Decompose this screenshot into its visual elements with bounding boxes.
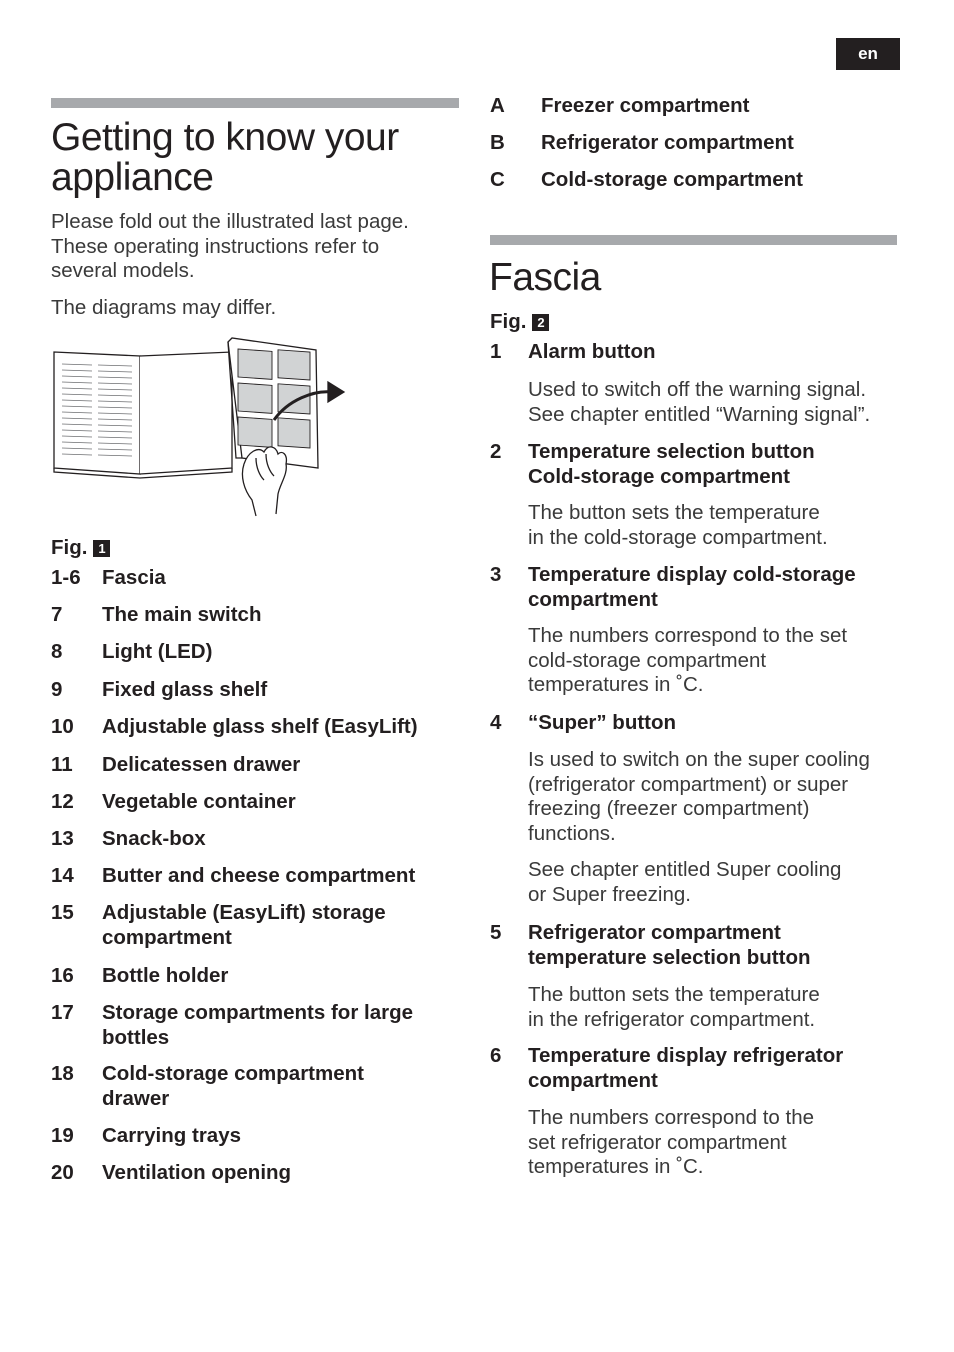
list-item xyxy=(51,1062,451,1111)
item-label-line: Temperature selection button xyxy=(528,440,815,463)
item-number: 12 xyxy=(51,790,74,813)
item-letter: B xyxy=(490,131,505,154)
item-label xyxy=(102,603,261,628)
item-description xyxy=(528,1106,908,1180)
item-label xyxy=(102,901,386,950)
description-line: The button sets the temperature xyxy=(528,501,820,524)
item-label-line: Fixed glass shelf xyxy=(102,678,268,701)
item-label-line: Butter and cheese compartment xyxy=(102,864,416,887)
item-label-line: “Super” button xyxy=(528,711,677,734)
item-number: 15 xyxy=(51,901,74,924)
item-label-line: bottles xyxy=(102,1025,170,1049)
description-line: in the refrigerator compartment. xyxy=(528,1007,816,1031)
compartment-item xyxy=(490,131,890,156)
item-label xyxy=(102,1124,241,1149)
description-line: temperatures in ˚C. xyxy=(528,1155,704,1178)
list-item xyxy=(51,790,451,815)
item-label xyxy=(102,566,166,591)
fascia-item xyxy=(490,711,900,736)
item-label-line: temperature selection button xyxy=(528,945,811,969)
list-item xyxy=(51,1001,451,1050)
description-line: functions. xyxy=(528,821,616,845)
description-line: (refrigerator compartment) or super xyxy=(528,772,849,796)
item-number: 6 xyxy=(490,1044,502,1067)
list-item xyxy=(51,566,451,591)
item-number: 4 xyxy=(490,711,502,734)
item-label-line: Storage compartments for large xyxy=(102,1001,413,1024)
item-label-line: Ventilation opening xyxy=(102,1161,292,1184)
figure-number-badge: 2 xyxy=(532,314,549,331)
item-number: 19 xyxy=(51,1124,74,1147)
section-rule-left xyxy=(51,98,459,108)
item-description xyxy=(528,858,908,907)
fold-out-illustration xyxy=(52,334,348,518)
list-item xyxy=(51,964,451,989)
item-label xyxy=(528,711,676,736)
item-description xyxy=(528,983,908,1032)
item-description xyxy=(528,748,908,846)
list-item xyxy=(51,864,451,889)
item-number: 1 xyxy=(490,340,502,363)
item-label-line: compartment xyxy=(528,1068,658,1092)
description-line: cold-storage compartment xyxy=(528,648,767,672)
description-line: Is used to switch on the super cooling xyxy=(528,748,870,771)
item-number: 17 xyxy=(51,1001,74,1024)
description-line: in the cold-storage compartment. xyxy=(528,525,828,549)
description-line: freezing (freezer compartment) xyxy=(528,797,810,820)
item-letter: C xyxy=(490,168,505,191)
item-number: 8 xyxy=(51,640,63,663)
item-label xyxy=(102,1001,413,1050)
description-line: or Super freezing. xyxy=(528,882,691,906)
fascia-item xyxy=(490,1044,900,1093)
item-label-line: Adjustable glass shelf (EasyLift) xyxy=(102,715,418,738)
compartment-item xyxy=(490,94,890,119)
fascia-item xyxy=(490,340,900,365)
item-number: 1-6 xyxy=(51,566,81,589)
item-number: 11 xyxy=(51,753,73,776)
compartment-item xyxy=(490,168,890,193)
item-label-line: The main switch xyxy=(102,603,262,626)
description-line: The numbers correspond to the set xyxy=(528,624,848,647)
item-label-line: Temperature display refrigerator xyxy=(528,1044,844,1067)
list-item xyxy=(51,715,451,740)
item-number: 2 xyxy=(490,440,502,463)
item-letter: A xyxy=(490,94,505,117)
item-label-line: Temperature display cold-storage xyxy=(528,563,856,586)
item-number: 10 xyxy=(51,715,74,738)
list-item xyxy=(51,678,451,703)
item-label-line: Fascia xyxy=(102,566,166,589)
item-label xyxy=(102,1062,364,1111)
description-line: Used to switch off the warning signal. xyxy=(528,378,867,401)
section-rule-right xyxy=(490,235,897,245)
item-label xyxy=(528,1044,843,1093)
item-label xyxy=(528,440,815,489)
description-line: set refrigerator compartment xyxy=(528,1130,787,1154)
item-label-line: Adjustable (EasyLift) storage xyxy=(102,901,386,924)
item-label xyxy=(102,715,418,740)
item-label xyxy=(102,640,212,665)
description-line: The numbers correspond to the xyxy=(528,1106,815,1129)
item-label-line: Vegetable container xyxy=(102,790,296,813)
item-number: 20 xyxy=(51,1161,74,1184)
item-label xyxy=(528,340,656,365)
item-label-line: compartment xyxy=(528,587,658,611)
list-item xyxy=(51,827,451,852)
item-label xyxy=(102,790,296,815)
description-line: See chapter entitled Super cooling xyxy=(528,858,842,881)
item-label xyxy=(102,1161,291,1186)
item-label-line: drawer xyxy=(102,1086,170,1110)
item-label-line: compartment xyxy=(102,925,232,949)
item-label xyxy=(102,678,267,703)
list-item xyxy=(51,603,451,628)
item-label-line: Delicatessen drawer xyxy=(102,753,301,776)
item-number: 3 xyxy=(490,563,502,586)
fascia-item xyxy=(490,921,900,970)
item-label-line: Alarm button xyxy=(528,340,656,363)
item-label-line: Carrying trays xyxy=(102,1124,242,1147)
item-number: 16 xyxy=(51,964,74,987)
figure-number-badge: 1 xyxy=(93,540,110,557)
item-label-line: Light (LED) xyxy=(102,640,213,663)
item-number: 5 xyxy=(490,921,502,944)
description-line: The button sets the temperature xyxy=(528,983,820,1006)
list-item xyxy=(51,901,451,950)
list-item xyxy=(51,640,451,665)
intro-text: Please fold out the illustrated last page. These operating instructions refer to several models. xyxy=(51,210,409,282)
description-line: temperatures in ˚C. xyxy=(528,673,704,696)
fascia-item xyxy=(490,563,900,612)
list-item xyxy=(51,753,451,778)
item-number: 7 xyxy=(51,603,63,626)
item-label-line: Refrigerator compartment xyxy=(528,921,781,944)
item-number: 9 xyxy=(51,678,63,701)
item-label xyxy=(102,753,300,778)
item-label xyxy=(102,864,415,889)
figure-2-label: Fig. 2 xyxy=(490,310,549,334)
item-label: Cold-storage compartment xyxy=(541,168,803,191)
item-label xyxy=(528,563,856,612)
item-description xyxy=(528,378,908,427)
item-label xyxy=(102,827,206,852)
item-label-line: Cold-storage compartment xyxy=(528,464,790,488)
item-description xyxy=(528,501,908,550)
item-description xyxy=(528,624,908,698)
list-item xyxy=(51,1161,451,1186)
item-label-line: Bottle holder xyxy=(102,964,229,987)
diagram-note: The diagrams may differ. xyxy=(51,296,277,319)
item-number: 14 xyxy=(51,864,74,887)
figure-1-label: Fig. 1 xyxy=(51,536,110,560)
section-title-fascia: Fascia xyxy=(489,256,601,299)
page-title: Getting to know your appliance xyxy=(51,116,399,199)
list-item xyxy=(51,1124,451,1149)
item-label-line: Snack-box xyxy=(102,827,206,850)
language-tab: en xyxy=(836,38,900,70)
item-label xyxy=(102,964,228,989)
item-label xyxy=(528,921,811,970)
item-label-line: Cold-storage compartment xyxy=(102,1062,364,1085)
item-number: 18 xyxy=(51,1062,74,1085)
fascia-item xyxy=(490,440,900,489)
item-label: Refrigerator compartment xyxy=(541,131,794,154)
description-line: See chapter entitled “Warning signal”. xyxy=(528,402,871,426)
item-label: Freezer compartment xyxy=(541,94,750,117)
item-number: 13 xyxy=(51,827,74,850)
